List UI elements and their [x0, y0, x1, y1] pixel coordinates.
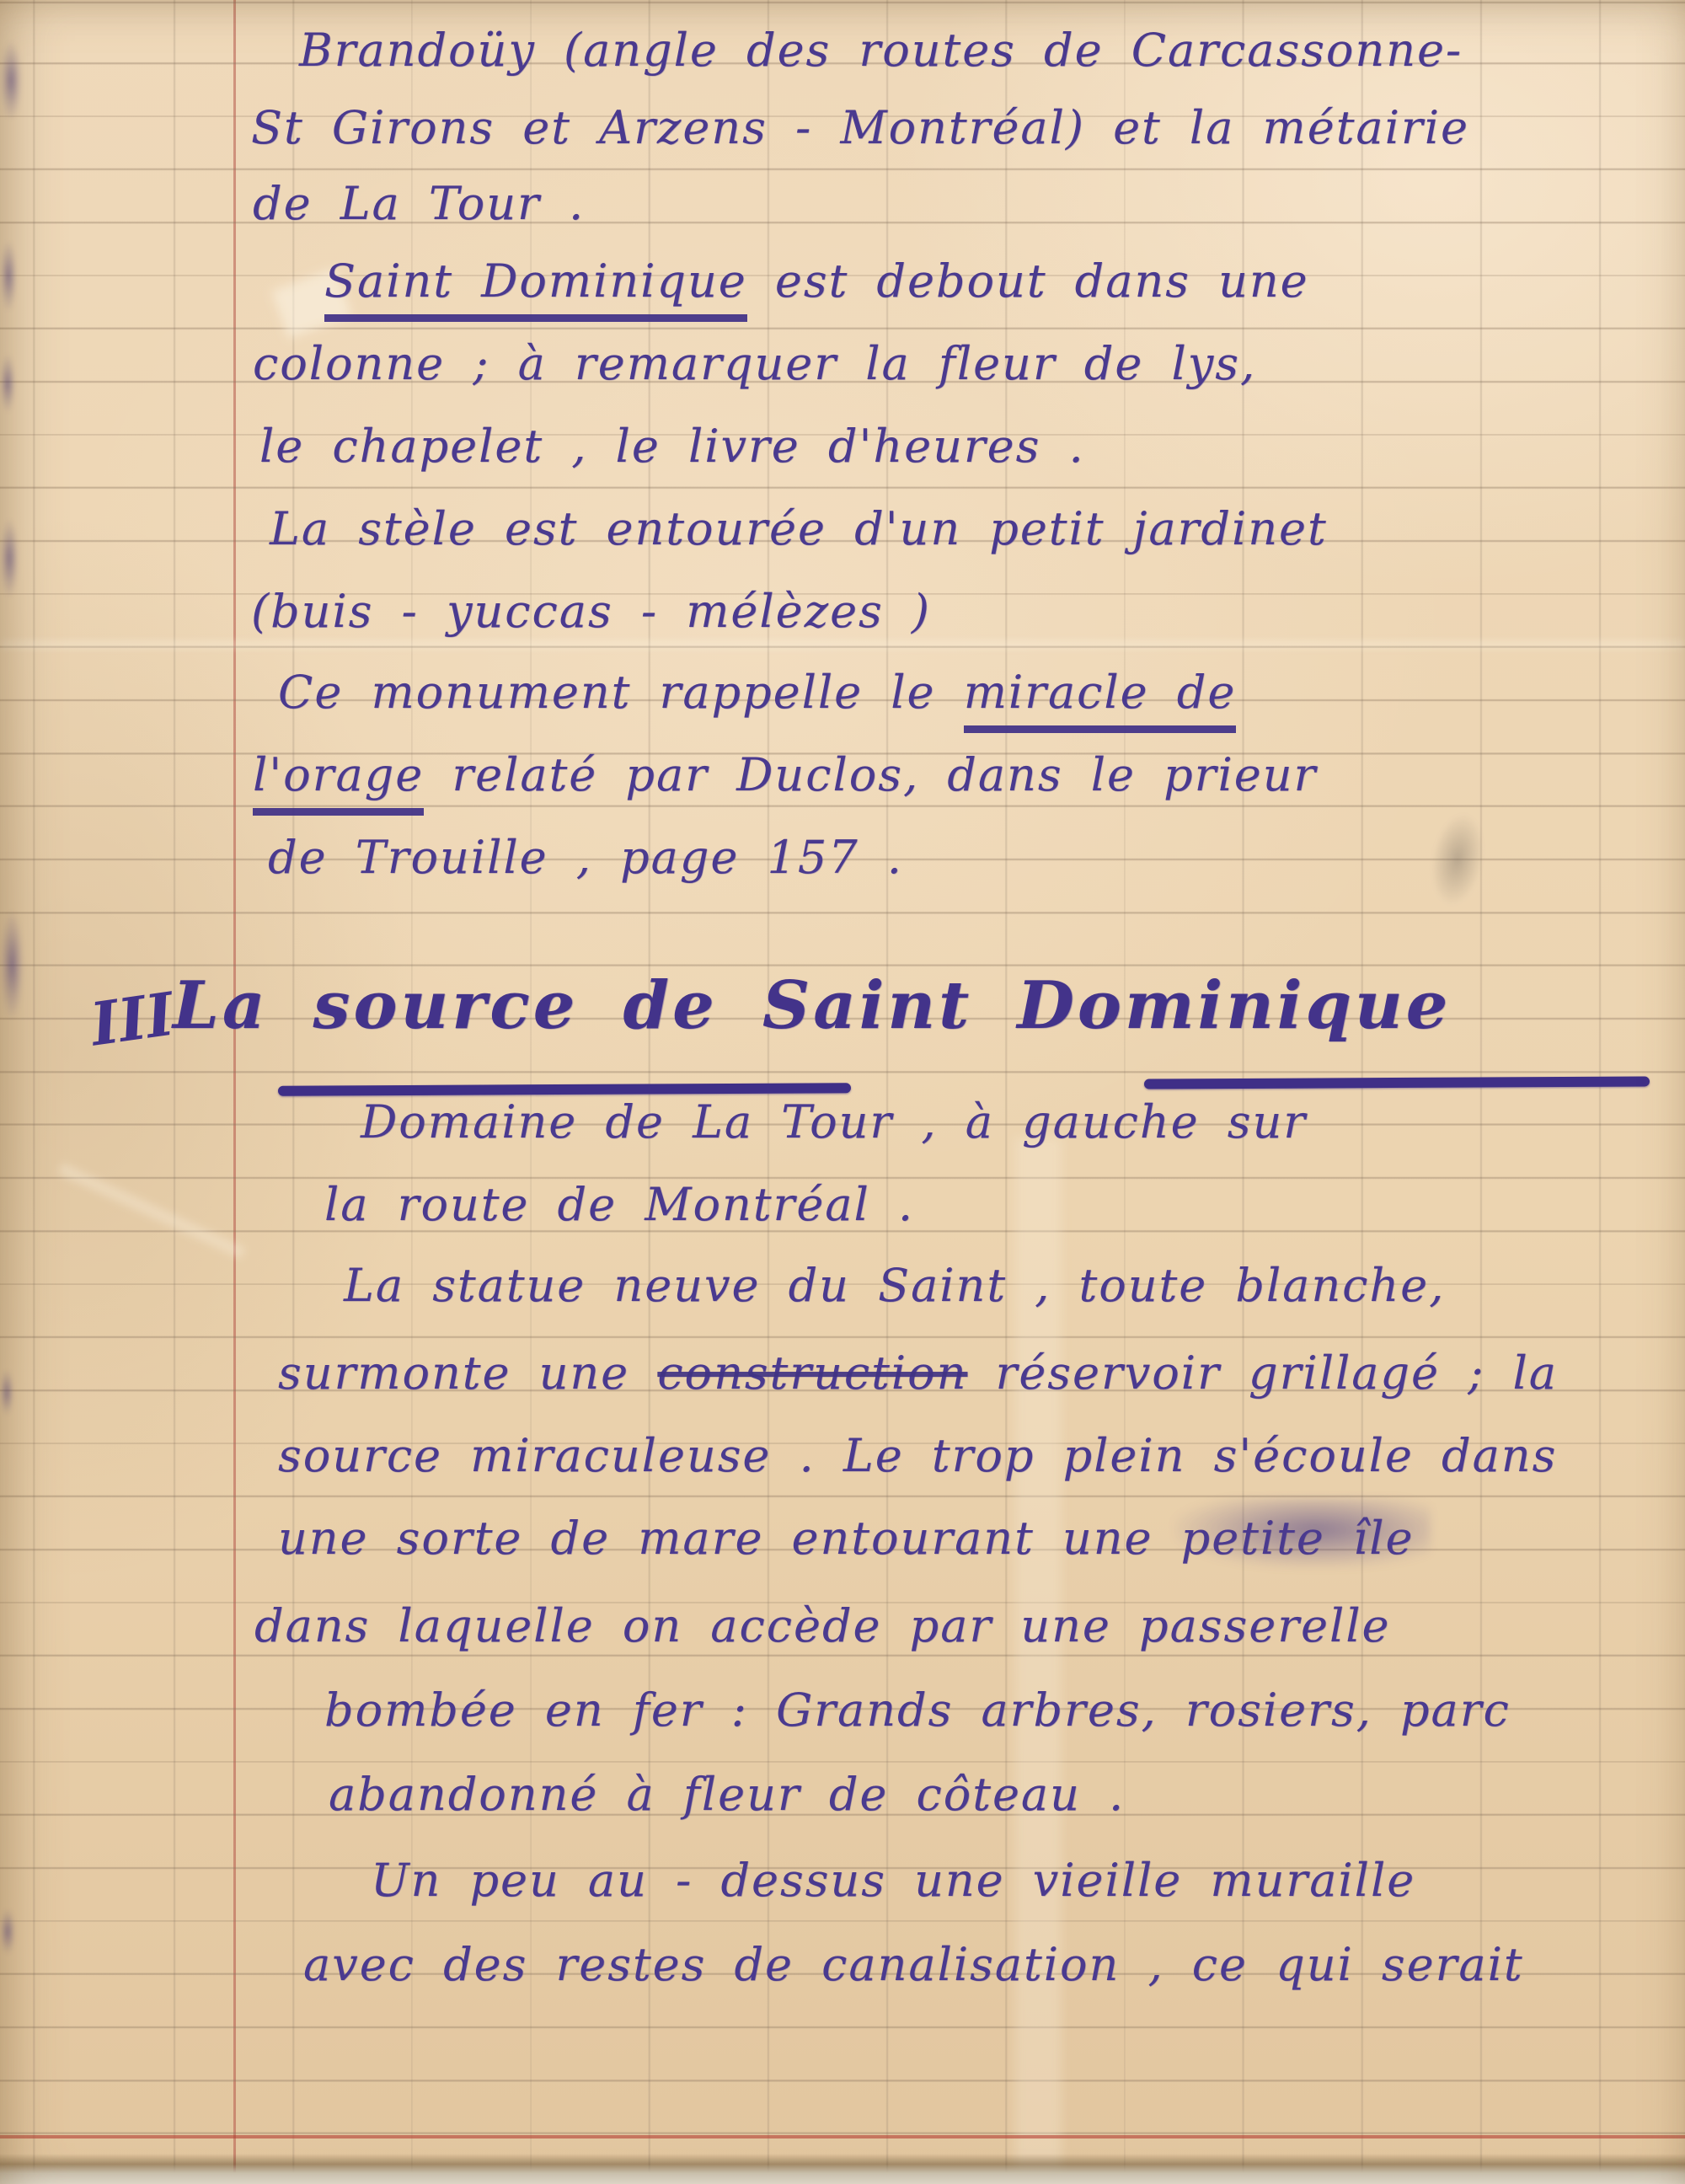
handwritten-line	[324, 254, 1309, 308]
line-text: dans laquelle on accède par une passerelle	[254, 1599, 1391, 1652]
handwritten-line	[278, 1512, 1414, 1565]
fold-crease	[0, 640, 1685, 649]
handwritten-line	[254, 1599, 1390, 1652]
line-text: une sorte de mare entourant une	[278, 1512, 1181, 1565]
bleed-through-mark	[0, 354, 15, 413]
handwritten-line	[303, 1938, 1524, 1991]
line-text: Un peu au - dessus une vieille muraille	[371, 1854, 1416, 1907]
line-text: bombée en fer : Grands arbres, rosiers, parc	[324, 1684, 1511, 1737]
line-text: surmonte une	[278, 1346, 658, 1400]
line-text: est debout dans une	[746, 254, 1309, 308]
handwritten-line	[278, 666, 1236, 719]
line-text: La statue neuve du Saint , toute blanche,	[344, 1259, 1446, 1312]
handwritten-line	[253, 177, 585, 230]
title-underline	[278, 1083, 851, 1096]
bleed-through-mark	[0, 1908, 15, 1955]
line-text: La stèle est entourée d'un petit jardinet	[270, 502, 1328, 555]
line-text: la route de Montréal .	[324, 1178, 915, 1231]
handwritten-line	[278, 1429, 1557, 1482]
handwritten-line	[324, 1684, 1511, 1737]
handwritten-line	[251, 585, 931, 638]
bleed-through-mark	[0, 1369, 13, 1416]
handwritten-line	[251, 101, 1469, 154]
line-text: de La Tour .	[253, 177, 586, 230]
red-footer-rule	[0, 2135, 1685, 2138]
handwritten-line	[278, 1346, 1558, 1400]
line-text: Ce monument rappelle le	[278, 666, 964, 719]
handwritten-line	[361, 1095, 1307, 1148]
paper-wrinkle	[57, 1163, 245, 1259]
handwritten-line	[253, 748, 1317, 801]
section-title: La source de Saint Dominique	[173, 967, 1452, 1044]
handwritten-line	[259, 420, 1085, 473]
handwritten-line	[324, 1178, 914, 1231]
pencil-smudge	[1425, 810, 1490, 910]
line-text: de Trouille , page 157 .	[268, 831, 903, 884]
line-text: St Girons et Arzens - Montréal) et la métairie	[251, 101, 1469, 154]
handwritten-line	[268, 831, 903, 884]
handwritten-line	[329, 1768, 1125, 1821]
section-numeral: III	[86, 978, 179, 1060]
struck-word: construction	[657, 1346, 968, 1400]
handwritten-line	[344, 1259, 1445, 1312]
bleed-through-mark	[0, 518, 19, 598]
line-text: Brandoüy (angle des routes de Carcassonne-	[299, 24, 1463, 77]
handwritten-line	[371, 1854, 1415, 1907]
line-text: le chapelet , le livre d'heures .	[259, 420, 1085, 473]
underlined-phrase: miracle de	[964, 666, 1237, 733]
handwritten-line	[253, 337, 1256, 390]
page-bottom-edge	[0, 2154, 1685, 2184]
ink-blotted-phrase: petite île	[1180, 1512, 1415, 1565]
line-text: colonne ; à remarquer la fleur de lys,	[253, 337, 1257, 390]
line-text: (buis - yuccas - mélèzes )	[251, 585, 931, 638]
line-text: réservoir grillagé ; la	[967, 1346, 1558, 1400]
line-text: source miraculeuse . Le trop plein s'écoule dans	[278, 1429, 1558, 1482]
bleed-through-mark	[0, 240, 17, 312]
title-underline	[1144, 1076, 1650, 1089]
underlined-phrase: l'orage	[253, 748, 424, 816]
handwritten-line	[270, 502, 1328, 555]
underlined-phrase: Saint Dominique	[324, 254, 747, 322]
line-text: abandonné à fleur de côteau .	[329, 1768, 1126, 1821]
bleed-through-mark	[0, 40, 22, 120]
line-text: avec des restes de canalisation , ce qui serait	[303, 1938, 1524, 1991]
line-text: relaté par Duclos, dans le prieur	[424, 748, 1318, 801]
handwritten-line	[299, 24, 1463, 77]
bleed-through-mark	[0, 910, 24, 1020]
line-text: Domaine de La Tour , à gauche sur	[361, 1095, 1308, 1148]
